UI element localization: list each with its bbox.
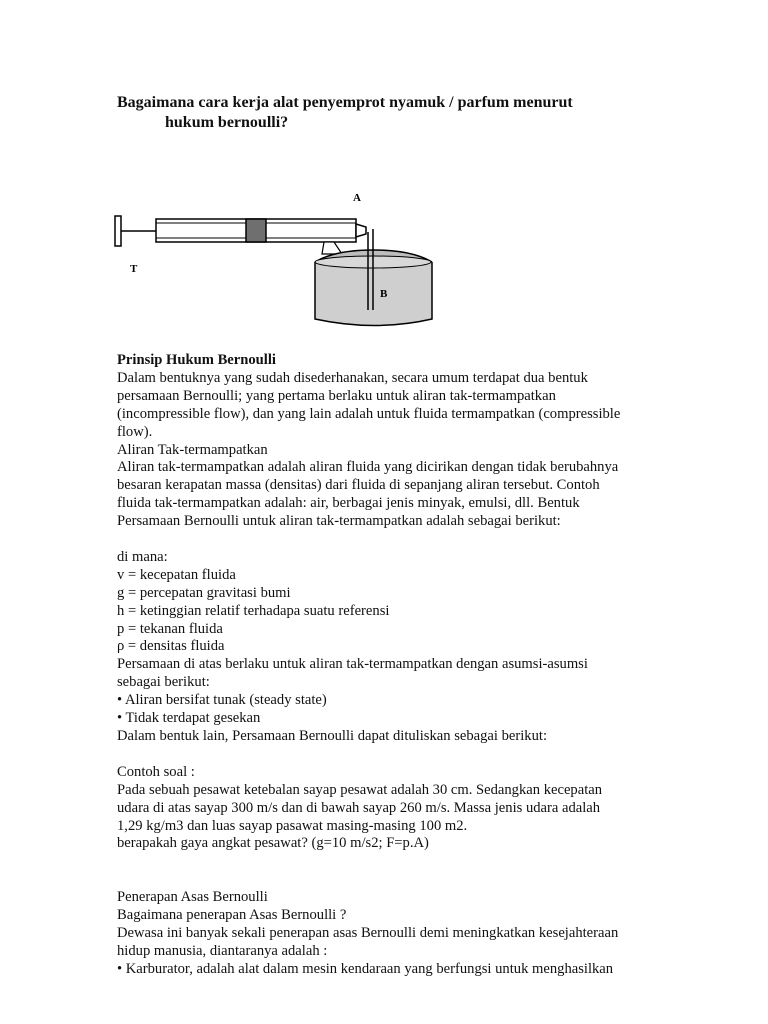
text-line: (incompressible flow), dan yang lain adalah untuk fluida termampatkan (compressible <box>117 405 621 422</box>
text-line: • Tidak terdapat gesekan <box>117 710 261 727</box>
text-line: di mana: <box>117 548 168 565</box>
title-line-2: hukum bernoulli? <box>165 114 289 131</box>
nozzle <box>356 224 366 237</box>
blank-line <box>117 853 657 871</box>
section-heading: Prinsip Hukum Bernoulli <box>117 352 276 368</box>
text-line: sebagai berikut: <box>117 674 210 691</box>
body-text <box>117 352 657 979</box>
page-title <box>117 93 677 133</box>
text-line: Pada sebuah pesawat ketebalan sayap pesawat adalah 30 cm. Sedangkan kecepatan <box>117 781 603 798</box>
text-line: besaran kerapatan massa (densitas) dari fluida di sepanjang aliran tersebut. Contoh <box>117 477 600 494</box>
title-line-1: Bagaimana cara kerja alat penyemprot nyamuk / parfum menurut <box>117 94 573 111</box>
text-line: Persamaan di atas berlaku untuk aliran tak-termampatkan dengan asumsi-asumsi <box>117 656 588 673</box>
text-line: Bagaimana penerapan Asas Bernoulli ? <box>117 907 347 924</box>
text-line: Dalam bentuknya yang sudah disederhanakan, secara umum terdapat dua bentuk <box>117 369 588 386</box>
text-line: 1,29 kg/m3 dan luas sayap pasawat masing-masing 100 m2. <box>117 817 468 834</box>
text-line: p = tekanan fluida <box>117 620 223 637</box>
handle-plate <box>115 216 121 246</box>
text-line: Contoh soal : <box>117 763 195 780</box>
text-line: Aliran Tak-termampatkan <box>117 441 268 458</box>
support-bracket <box>322 242 342 254</box>
text-line: Aliran tak-termampatkan adalah aliran fluida yang dicirikan dengan tidak berubahnya <box>117 459 619 476</box>
sprayer-diagram <box>110 182 440 342</box>
piston <box>246 219 266 242</box>
label-a: A <box>353 192 361 204</box>
text-line: berapakah gaya angkat pesawat? (g=10 m/s2; F=p.A) <box>117 835 429 852</box>
text-line: flow). <box>117 423 153 440</box>
blank-line <box>117 871 657 889</box>
text-line: udara di atas sayap 300 m/s dan di bawah sayap 260 m/s. Massa jenis udara adalah <box>117 799 601 816</box>
text-line: Dalam bentuk lain, Persamaan Bernoulli dapat dituliskan sebagai berikut: <box>117 728 547 745</box>
text-line: persamaan Bernoulli; yang pertama berlaku untuk aliran tak-termampatkan <box>117 387 556 404</box>
text-line: Dewasa ini banyak sekali penerapan asas Bernoulli demi meningkatkan kesejahteraan <box>117 924 619 941</box>
sprayer-diagram-svg <box>110 182 440 342</box>
text-line: h = ketinggian relatif terhadapa suatu referensi <box>117 602 390 619</box>
blank-line <box>117 531 657 549</box>
text-line: g = percepatan gravitasi bumi <box>117 584 291 601</box>
text-line: Penerapan Asas Bernoulli <box>117 889 268 906</box>
text-lines <box>117 370 657 979</box>
label-t: T <box>130 263 138 275</box>
text-line: hidup manusia, diantaranya adalah : <box>117 942 328 959</box>
text-line: • Karburator, adalah alat dalam mesin kendaraan yang berfungsi untuk menghasilkan <box>117 960 614 977</box>
label-b: B <box>380 288 388 300</box>
text-line: Persamaan Bernoulli untuk aliran tak-termampatkan adalah sebagai berikut: <box>117 513 561 530</box>
text-line: fluida tak-termampatkan adalah: air, berbagai jenis minyak, emulsi, dll. Bentuk <box>117 495 580 512</box>
text-line: • Aliran bersifat tunak (steady state) <box>117 692 327 709</box>
text-line: ρ = densitas fluida <box>117 638 225 655</box>
blank-line <box>117 746 657 764</box>
text-line: v = kecepatan fluida <box>117 566 236 583</box>
